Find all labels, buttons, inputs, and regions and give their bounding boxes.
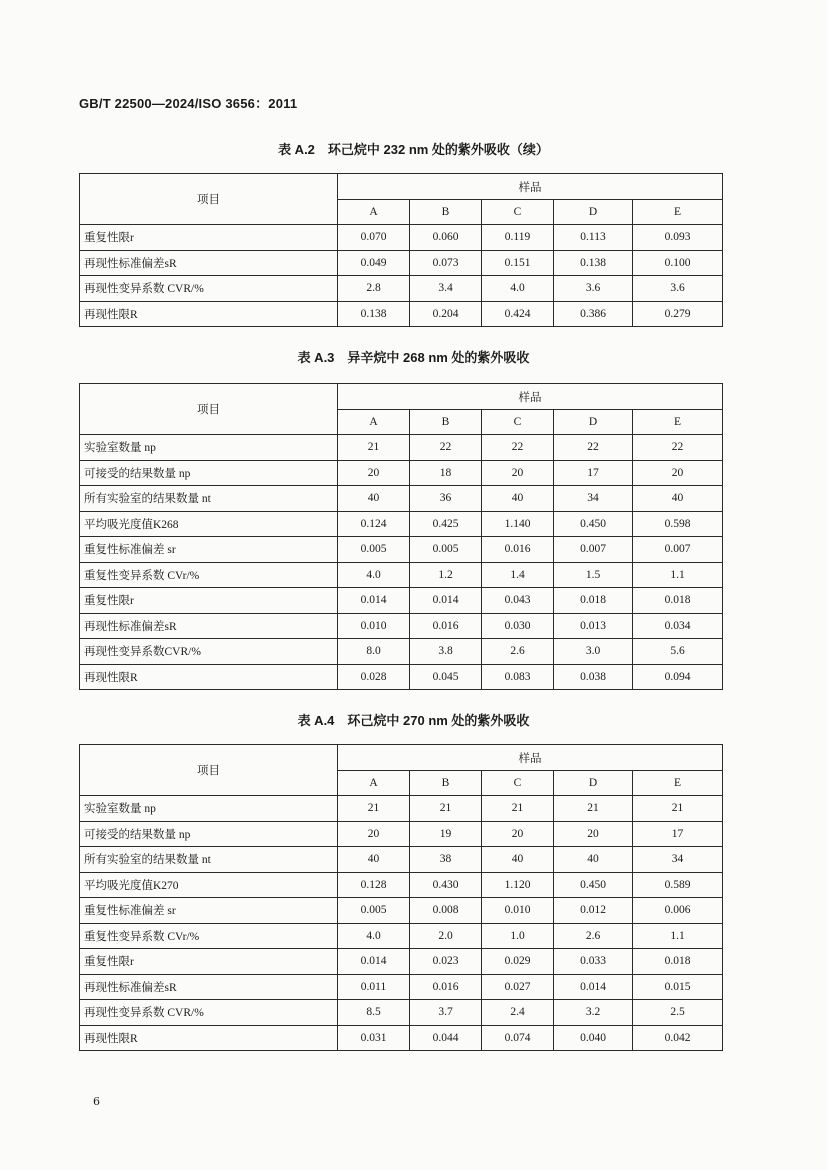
- table-cell: 4.0: [482, 276, 554, 302]
- table-cell: 17: [633, 821, 723, 847]
- row-label: 可接受的结果数量 np: [80, 821, 338, 847]
- table-body: [80, 745, 723, 1051]
- table-cell: 21: [482, 796, 554, 822]
- row-label: 重复性标准偏差 sr: [80, 537, 338, 563]
- table-row: [80, 821, 723, 847]
- table-row: [80, 974, 723, 1000]
- column-header: E: [633, 200, 723, 225]
- row-label: 再现性限R: [80, 301, 338, 327]
- table-cell: 0.031: [338, 1025, 410, 1051]
- table-row: [80, 301, 723, 327]
- table-cell: 0.005: [410, 537, 482, 563]
- table-cell: 8.0: [338, 639, 410, 665]
- table-cell: 0.070: [338, 225, 410, 251]
- table-row: [80, 250, 723, 276]
- column-header: C: [482, 410, 554, 435]
- table-cell: 0.060: [410, 225, 482, 251]
- table-cell: 20: [482, 460, 554, 486]
- table-cell: 2.0: [410, 923, 482, 949]
- column-header: B: [410, 410, 482, 435]
- row-label: 所有实验室的结果数量 nt: [80, 847, 338, 873]
- table-row: [80, 588, 723, 614]
- table-cell: 0.124: [338, 511, 410, 537]
- table-cell: 0.033: [554, 949, 633, 975]
- table-cell: 0.044: [410, 1025, 482, 1051]
- table-cell: 0.074: [482, 1025, 554, 1051]
- table-cell: 21: [633, 796, 723, 822]
- row-label: 实验室数量 np: [80, 796, 338, 822]
- table-cell: 0.006: [633, 898, 723, 924]
- table-cell: 0.028: [338, 664, 410, 690]
- table-cell: 38: [410, 847, 482, 873]
- table-cell: 0.045: [410, 664, 482, 690]
- table-cell: 0.424: [482, 301, 554, 327]
- table-cell: 0.030: [482, 613, 554, 639]
- table-cell: 0.430: [410, 872, 482, 898]
- table-cell: 0.014: [338, 588, 410, 614]
- table-cell: 18: [410, 460, 482, 486]
- table-cell: 20: [338, 821, 410, 847]
- document-header: GB/T 22500—2024/ISO 3656：2011: [79, 96, 298, 111]
- table-cell: 20: [633, 460, 723, 486]
- table-cell: 1.1: [633, 923, 723, 949]
- table-cell: 0.011: [338, 974, 410, 1000]
- table-cell: 0.450: [554, 872, 633, 898]
- table-row: [80, 847, 723, 873]
- table-row: [80, 872, 723, 898]
- table-cell: 0.151: [482, 250, 554, 276]
- table-cell: 0.014: [338, 949, 410, 975]
- column-header: B: [410, 200, 482, 225]
- table-cell: 0.016: [482, 537, 554, 563]
- table-cell: 0.012: [554, 898, 633, 924]
- table-cell: 34: [554, 486, 633, 512]
- row-label: 再现性标准偏差sR: [80, 250, 338, 276]
- row-label: 再现性变异系数 CVR/%: [80, 276, 338, 302]
- row-label: 重复性标准偏差 sr: [80, 898, 338, 924]
- table-cell: 0.018: [633, 588, 723, 614]
- table-cell: 2.5: [633, 1000, 723, 1026]
- table-cell: 0.008: [410, 898, 482, 924]
- table-cell: 0.042: [633, 1025, 723, 1051]
- page-number: 6: [93, 1095, 100, 1108]
- table-cell: 36: [410, 486, 482, 512]
- table-cell: 2.4: [482, 1000, 554, 1026]
- table-a2: [79, 173, 723, 327]
- sample-group-header: 样品: [338, 384, 723, 410]
- table-cell: 21: [554, 796, 633, 822]
- column-header: E: [633, 771, 723, 796]
- table-row: [80, 225, 723, 251]
- table-cell: 0.007: [554, 537, 633, 563]
- item-header: 项目: [80, 745, 338, 796]
- table-cell: 40: [338, 847, 410, 873]
- row-label: 再现性限R: [80, 1025, 338, 1051]
- table-cell: 0.094: [633, 664, 723, 690]
- table-cell: 0.005: [338, 537, 410, 563]
- table-row: [80, 664, 723, 690]
- table-cell: 22: [633, 435, 723, 461]
- table-row: [80, 898, 723, 924]
- row-label: 重复性变异系数 CVr/%: [80, 562, 338, 588]
- column-header: A: [338, 771, 410, 796]
- table-cell: 0.083: [482, 664, 554, 690]
- table-cell: 0.450: [554, 511, 633, 537]
- table-cell: 0.029: [482, 949, 554, 975]
- table-cell: 3.4: [410, 276, 482, 302]
- table-cell: 2.8: [338, 276, 410, 302]
- table-row: [80, 949, 723, 975]
- table-cell: 3.6: [633, 276, 723, 302]
- table-cell: 21: [338, 435, 410, 461]
- column-header: B: [410, 771, 482, 796]
- table-cell: 3.0: [554, 639, 633, 665]
- table-row: [80, 486, 723, 512]
- table-cell: 0.016: [410, 613, 482, 639]
- row-label: 再现性变异系数CVR/%: [80, 639, 338, 665]
- table-row: [80, 613, 723, 639]
- table-cell: 34: [633, 847, 723, 873]
- table-cell: 1.4: [482, 562, 554, 588]
- table-row: [80, 639, 723, 665]
- table-cell: 8.5: [338, 1000, 410, 1026]
- table-cell: 21: [410, 796, 482, 822]
- table-cell: 0.018: [633, 949, 723, 975]
- column-header: D: [554, 410, 633, 435]
- table-cell: 0.007: [633, 537, 723, 563]
- table-cell: 0.043: [482, 588, 554, 614]
- column-header: D: [554, 200, 633, 225]
- table-caption-a2: 表 A.2 环己烷中 232 nm 处的紫外吸收（续）: [278, 142, 549, 157]
- table-cell: 0.386: [554, 301, 633, 327]
- table-row: [80, 562, 723, 588]
- table-cell: 0.018: [554, 588, 633, 614]
- table-cell: 0.040: [554, 1025, 633, 1051]
- table-cell: 40: [338, 486, 410, 512]
- column-header: A: [338, 410, 410, 435]
- table-cell: 3.6: [554, 276, 633, 302]
- table-cell: 0.013: [554, 613, 633, 639]
- table-cell: 1.140: [482, 511, 554, 537]
- row-label: 再现性标准偏差sR: [80, 974, 338, 1000]
- sample-group-header: 样品: [338, 745, 723, 771]
- table-cell: 0.073: [410, 250, 482, 276]
- row-label: 重复性限r: [80, 949, 338, 975]
- item-header: 项目: [80, 174, 338, 225]
- table-cell: 3.8: [410, 639, 482, 665]
- table-cell: 0.119: [482, 225, 554, 251]
- table-cell: 21: [338, 796, 410, 822]
- table-a3: [79, 383, 723, 690]
- row-label: 可接受的结果数量 np: [80, 460, 338, 486]
- table-cell: 40: [482, 847, 554, 873]
- column-header: C: [482, 771, 554, 796]
- row-label: 再现性限R: [80, 664, 338, 690]
- table-row: [80, 276, 723, 302]
- table-cell: 17: [554, 460, 633, 486]
- row-label: 再现性标准偏差sR: [80, 613, 338, 639]
- table-a4: [79, 744, 723, 1051]
- table-cell: 0.014: [410, 588, 482, 614]
- column-header: A: [338, 200, 410, 225]
- table-cell: 0.010: [482, 898, 554, 924]
- table-cell: 0.015: [633, 974, 723, 1000]
- table-cell: 20: [338, 460, 410, 486]
- row-label: 平均吸光度值K270: [80, 872, 338, 898]
- column-header: E: [633, 410, 723, 435]
- table-cell: 22: [482, 435, 554, 461]
- table-cell: 4.0: [338, 923, 410, 949]
- table-cell: 0.279: [633, 301, 723, 327]
- table-cell: 2.6: [554, 923, 633, 949]
- table-cell: 0.598: [633, 511, 723, 537]
- row-label: 重复性限r: [80, 225, 338, 251]
- table-cell: 0.204: [410, 301, 482, 327]
- row-label: 所有实验室的结果数量 nt: [80, 486, 338, 512]
- table-cell: 0.100: [633, 250, 723, 276]
- item-header: 项目: [80, 384, 338, 435]
- table-cell: 0.425: [410, 511, 482, 537]
- table-cell: 0.093: [633, 225, 723, 251]
- table-row: [80, 537, 723, 563]
- table-cell: 0.010: [338, 613, 410, 639]
- table-cell: 0.049: [338, 250, 410, 276]
- table-cell: 1.5: [554, 562, 633, 588]
- table-body: [80, 174, 723, 327]
- table-cell: 3.7: [410, 1000, 482, 1026]
- table-cell: 4.0: [338, 562, 410, 588]
- table-cell: 0.023: [410, 949, 482, 975]
- table-row: [80, 435, 723, 461]
- table-row: [80, 1000, 723, 1026]
- table-caption-a3: 表 A.3 异辛烷中 268 nm 处的紫外吸收: [297, 350, 530, 365]
- table-row: [80, 923, 723, 949]
- table-cell: 0.128: [338, 872, 410, 898]
- table-cell: 2.6: [482, 639, 554, 665]
- table-cell: 0.138: [338, 301, 410, 327]
- table-cell: 40: [633, 486, 723, 512]
- table-cell: 22: [554, 435, 633, 461]
- row-label: 重复性限r: [80, 588, 338, 614]
- table-cell: 22: [410, 435, 482, 461]
- table-cell: 3.2: [554, 1000, 633, 1026]
- table-row: [80, 796, 723, 822]
- table-cell: 40: [554, 847, 633, 873]
- table-cell: 0.589: [633, 872, 723, 898]
- row-label: 实验室数量 np: [80, 435, 338, 461]
- table-row: [80, 460, 723, 486]
- table-cell: 0.014: [554, 974, 633, 1000]
- table-cell: 1.0: [482, 923, 554, 949]
- table-cell: 19: [410, 821, 482, 847]
- sample-group-header: 样品: [338, 174, 723, 200]
- table-cell: 20: [554, 821, 633, 847]
- table-caption-a4: 表 A.4 环己烷中 270 nm 处的紫外吸收: [297, 713, 530, 728]
- table-row: [80, 511, 723, 537]
- table-cell: 0.034: [633, 613, 723, 639]
- table-cell: 0.038: [554, 664, 633, 690]
- table-cell: 20: [482, 821, 554, 847]
- table-cell: 1.1: [633, 562, 723, 588]
- table-body: [80, 384, 723, 690]
- table-row: [80, 1025, 723, 1051]
- row-label: 再现性变异系数 CVR/%: [80, 1000, 338, 1026]
- column-header: D: [554, 771, 633, 796]
- table-cell: 1.2: [410, 562, 482, 588]
- column-header: C: [482, 200, 554, 225]
- table-cell: 0.113: [554, 225, 633, 251]
- table-cell: 40: [482, 486, 554, 512]
- row-label: 平均吸光度值K268: [80, 511, 338, 537]
- table-cell: 0.138: [554, 250, 633, 276]
- row-label: 重复性变异系数 CVr/%: [80, 923, 338, 949]
- table-cell: 0.016: [410, 974, 482, 1000]
- table-cell: 0.005: [338, 898, 410, 924]
- table-cell: 1.120: [482, 872, 554, 898]
- table-cell: 0.027: [482, 974, 554, 1000]
- table-cell: 5.6: [633, 639, 723, 665]
